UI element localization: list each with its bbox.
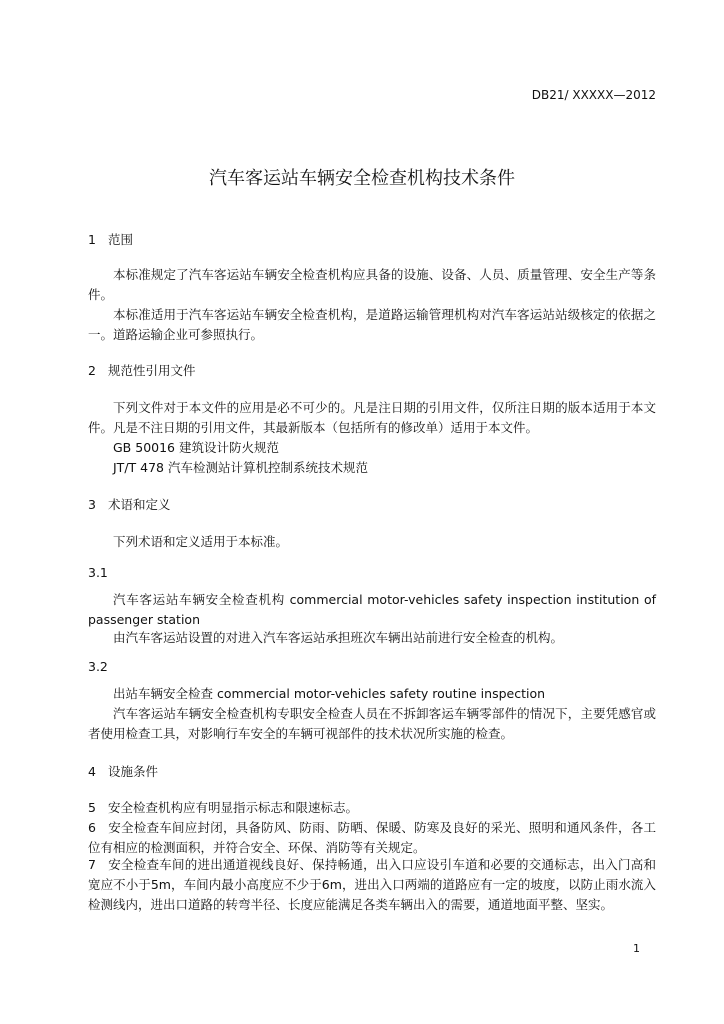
- section-number: 4: [88, 764, 96, 779]
- term-3-2-number: 3.2: [88, 659, 108, 674]
- section-number: 3: [88, 497, 96, 512]
- clause-number: 7: [88, 857, 96, 872]
- section-title: 规范性引用文件: [108, 363, 196, 378]
- section-1-heading: [88, 230, 656, 250]
- term-3-2-definition: 汽车客运站车辆安全检查机构专职安全检查人员在不拆卸客运车辆零部件的情况下，主要凭感官或者使用检查工具，对影响行车安全的车辆可视部件的技术状况所实施的检查。: [88, 706, 656, 741]
- document-title: 汽车客运站车辆安全检查机构技术条件: [209, 168, 515, 189]
- term-3-1-name: 汽车客运站车辆安全检查机构 commercial motor-vehicles safety inspection institution of passenger station: [88, 592, 656, 627]
- reference-gb-50016: GB 50016 建筑设计防火规范: [113, 440, 279, 455]
- clause-number: 5: [88, 800, 96, 815]
- clause-text: 安全检查机构应有明显指示标志和限速标志。: [108, 800, 359, 815]
- term-3-1-number: 3.1: [88, 565, 108, 580]
- section-number: 1: [88, 232, 96, 247]
- clause-text: 安全检查车间应封闭，具备防风、防雨、防晒、保暖、防寒及良好的采光、照明和通风条件，各工位有相应的检测面积，并符合安全、环保、消防等有关规定。: [88, 820, 656, 855]
- clause-5: [88, 798, 656, 818]
- clause-text: 安全检查车间的进出通道视线良好、保持畅通，出入口应设引车道和必要的交通标志，出入门高和宽应不小于5m，车间内最小高度应不少于6m，进出入口两端的道路应有一定的坡度，以防止雨水流入检测线内，进出口道路的转弯半径、长度应能满足各类车辆出入的需要，通道地面平整、坚实。: [88, 857, 656, 912]
- section-title: 设施条件: [108, 764, 159, 779]
- clause-number: 6: [88, 820, 96, 835]
- scope-paragraph-1: 本标准规定了汽车客运站车辆安全检查机构应具备的设施、设备、人员、质量管理、安全生产等条件。: [88, 267, 656, 302]
- scope-paragraph-2: 本标准适用于汽车客运站车辆安全检查机构，是道路运输管理机构对汽车客运站站级核定的依据之一。道路运输企业可参照执行。: [88, 307, 656, 342]
- terms-intro: 下列术语和定义适用于本标准。: [113, 534, 289, 549]
- standard-code: DB21/ XXXXX—2012: [531, 88, 656, 102]
- reference-jt-t-478: JT/T 478 汽车检测站计算机控制系统技术规范: [113, 460, 368, 475]
- term-3-1-definition: 由汽车客运站设置的对进入汽车客运站承担班次车辆出站前进行安全检查的机构。: [113, 630, 564, 645]
- clause-7: [88, 855, 656, 915]
- section-2-heading: [88, 361, 656, 381]
- clause-6: [88, 818, 656, 858]
- references-paragraph: 下列文件对于本文件的应用是必不可少的。凡是注日期的引用文件，仅所注日期的版本适用于本文件。凡是不注日期的引用文件，其最新版本（包括所有的修改单）适用于本文件。: [88, 400, 656, 435]
- section-3-heading: [88, 495, 656, 515]
- section-title: 术语和定义: [108, 497, 171, 512]
- term-3-2-name: 出站车辆安全检查 commercial motor-vehicles safety routine inspection: [113, 686, 546, 701]
- page-number: 1: [633, 942, 640, 955]
- section-title: 范围: [108, 232, 134, 247]
- section-number: 2: [88, 363, 96, 378]
- section-4-heading: [88, 762, 656, 782]
